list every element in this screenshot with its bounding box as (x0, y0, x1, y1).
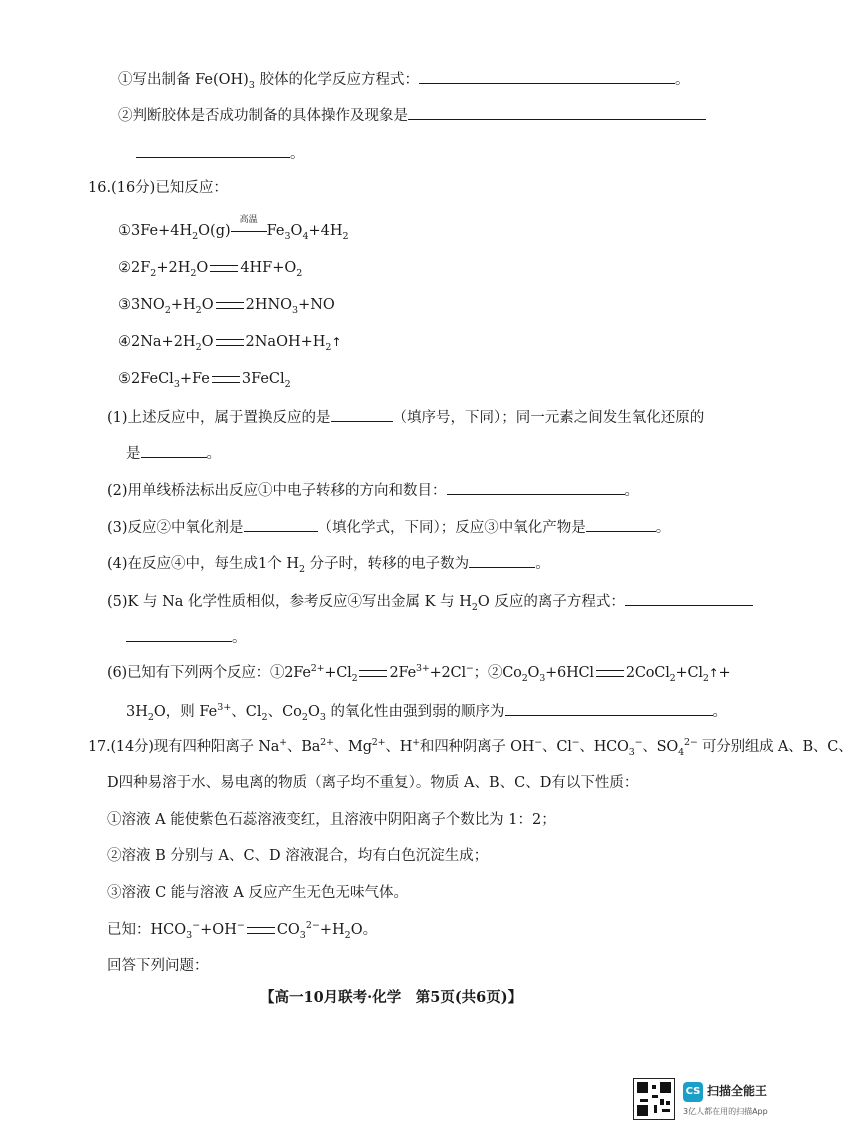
equals-sign (596, 670, 624, 677)
q17-property-2: ②溶液 B 分别与 A、C、D 溶液混合，均有白色沉淀生成； (107, 848, 489, 864)
brand-tagline: 3亿人都在用的扫描App (683, 1107, 768, 1116)
q16-part4: (4)在反应④中，每生成1个 $H_2$ 分子时，转移的电子数为 。 (107, 552, 550, 574)
gas-arrow-icon: ↑ (331, 335, 342, 349)
equals-sign (359, 670, 387, 677)
brand-name: 扫描全能王 (707, 1084, 768, 1098)
answer-blank[interactable] (331, 406, 393, 422)
q15-sub2-cont: 。 (136, 142, 305, 164)
answer-blank[interactable] (586, 516, 656, 532)
q17-known: 已知：$HCO_3^-+OH^-$ $CO_3^{2-}+H_2O$。 (107, 920, 378, 941)
reaction-5: ⑤2FeCl$_3$+Fe 3FeCl$_2$ (118, 371, 291, 390)
q17-property-3: ③溶液 C 能与溶液 A 反应产生无色无味气体。 (107, 885, 409, 901)
equals-sign (216, 339, 244, 346)
answer-blank[interactable] (141, 442, 207, 458)
page-footer: 【高一10月联考·化学 第5页(共6页)】 (260, 989, 523, 1006)
q17-line2: D四种易溶于水、易电离的物质（离子均不重复）。物质 A、B、C、D有以下性质： (107, 775, 639, 791)
equals-sign (216, 302, 244, 309)
q17-property-1: ①溶液 A 能使紫色石蕊溶液变红，且溶液中阴阳离子个数比为 1：2； (107, 812, 556, 828)
q15-sub1: ①写出制备 $Fe(OH)_3$ 胶体的化学反应方程式： 。 (118, 68, 689, 90)
reaction-4: $④2Na+2H_2O$ $2NaOH+H_2↑$ (118, 334, 342, 353)
answer-blank[interactable] (244, 516, 318, 532)
reaction-2: $②2F_2+2H_2O$ $4HF+O_2$ (118, 260, 303, 279)
q15-sub2: ②判断胶体是否成功制备的具体操作及现象是 (118, 104, 706, 126)
camscanner-logo: CS (683, 1082, 703, 1102)
q16-part1-cont: 是 。 (126, 442, 221, 464)
equals-sign (210, 265, 238, 272)
reaction-3: $③3NO_2+H_2O$ $2HNO_3+NO$ (118, 297, 335, 316)
q16-part3: (3)反应②中氧化剂是 （填化学式，下同）；反应③中氧化产物是 。 (107, 516, 670, 538)
answer-blank[interactable] (505, 700, 713, 716)
scanner-watermark (633, 1078, 793, 1122)
q16-part5: (5)K 与 Na 化学性质相似，参考反应④写出金属 K 与 $H_2O$ 反应的离子方程式： (107, 590, 753, 612)
equals-sign (247, 927, 275, 934)
q17-prompt: 回答下列问题： (107, 958, 209, 974)
answer-blank[interactable] (408, 104, 706, 120)
q16-part5-cont: 。 (126, 626, 247, 648)
q16-heading: 16.(16分)已知反应： (88, 180, 228, 196)
q16-part6-cont: $3H_2O$，则 $Fe^{3+}$、$Cl_2$、$Co_2O_3$ 的氧化性由强到弱的顺序为 。 (126, 700, 727, 722)
reaction-condition: 高温 (231, 221, 267, 241)
q16-part1: (1)上述反应中，属于置换反应的是 （填序号，下同）；同一元素之间发生氧化还原的 (107, 406, 704, 428)
reaction-1: $①3Fe+4H_2O(g)$ 高温 $Fe_3O_4+4H_2$ (118, 215, 349, 242)
answer-blank[interactable] (136, 142, 290, 158)
answer-blank[interactable] (469, 552, 535, 568)
qr-code-icon (633, 1078, 675, 1120)
answer-blank[interactable] (625, 590, 753, 606)
q16-part6: (6)已知有下列两个反应：$①2Fe^{2+}+Cl_2$ $2Fe^{3+}+2Cl^-$；$②Co_2O_3+6HCl$ $2CoCl_2+Cl_2↑+$ (107, 663, 731, 684)
equals-sign (212, 376, 240, 383)
q16-part2: (2)用单线桥法标出反应①中电子转移的方向和数目： 。 (107, 479, 639, 501)
answer-blank[interactable] (419, 68, 675, 84)
answer-blank[interactable] (126, 626, 232, 642)
answer-blank[interactable] (447, 479, 625, 495)
gas-arrow-icon: ↑ (708, 666, 719, 680)
q17-line1: 17.(14分)现有四种阳离子 Na+、$Ba^{2+}$、$Mg^{2+}$、H+和四种阴离子 OH−、Cl−、$HCO_3^-$、$SO_4^{2-}$ 可分别组成 A、B、C、 (88, 737, 852, 758)
